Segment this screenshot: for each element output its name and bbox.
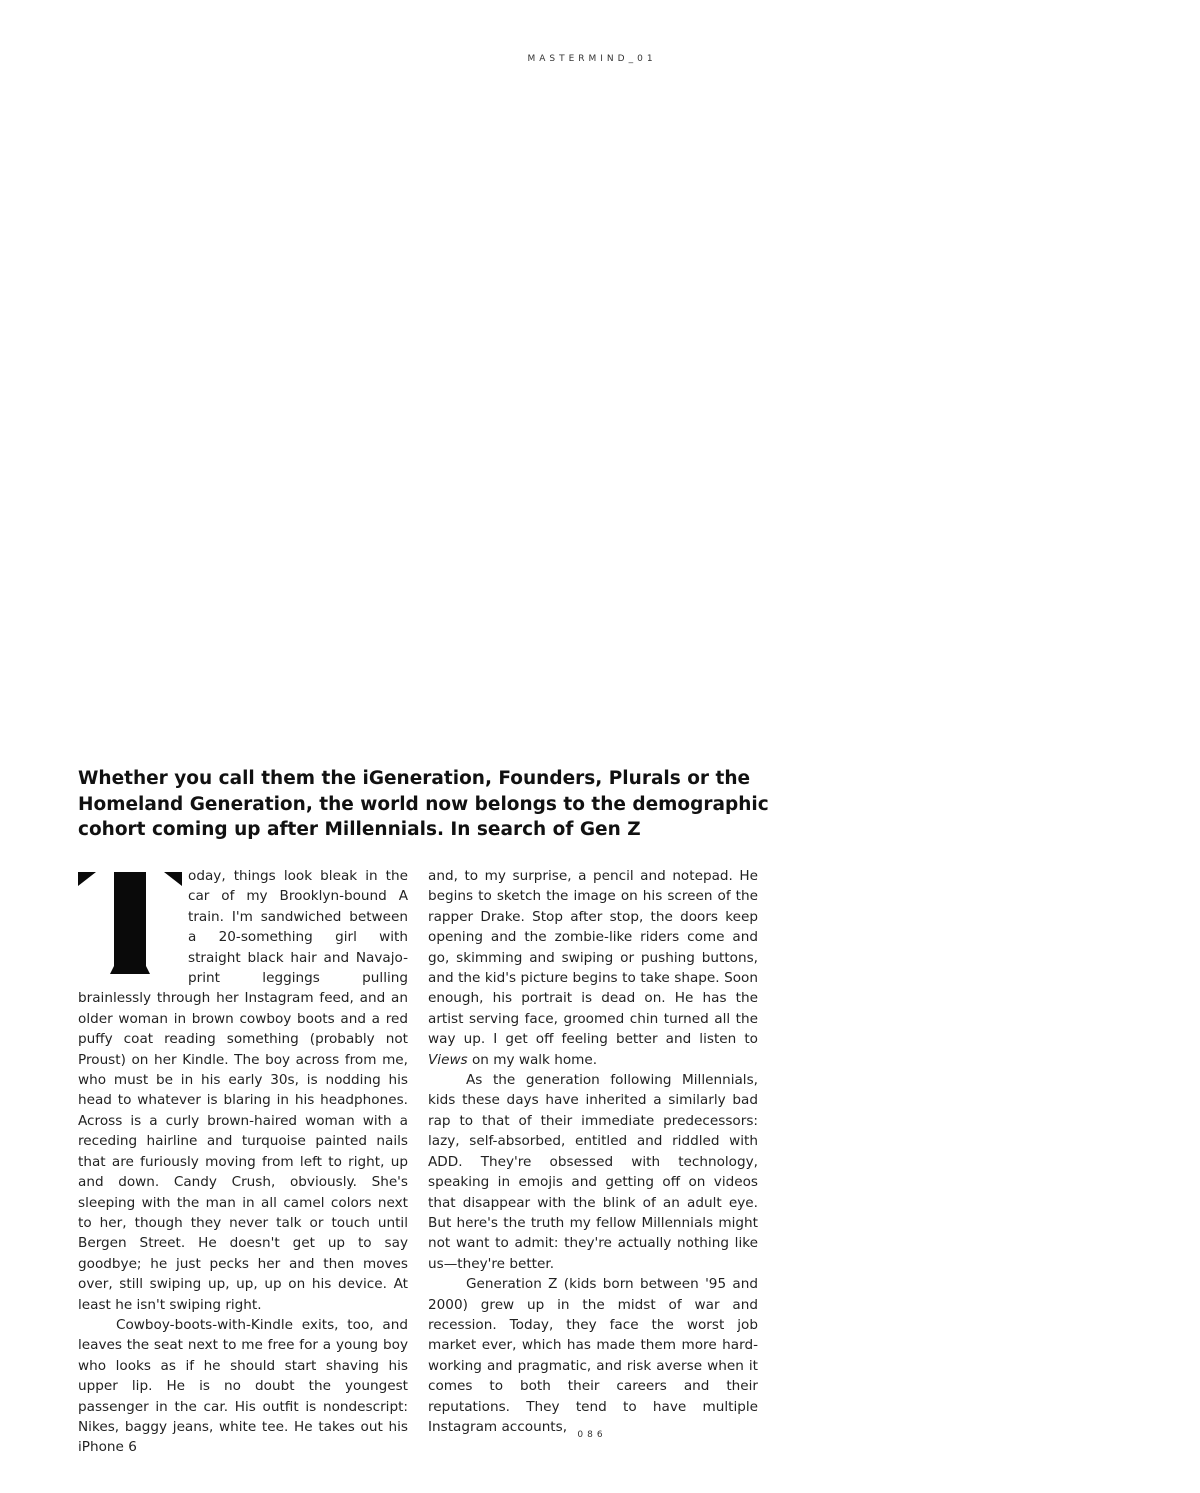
drop-cap-t-glyph bbox=[78, 872, 182, 974]
article-paragraph bbox=[428, 866, 758, 1070]
article-paragraph: Generation Z (kids born between '95 and 2000) grew up in the midst of war and recession. Today, they face the worst job market ever, which has made them more hard-working and pragmatic, and risk averse when it comes to both their careers and their reputations. They tend to have multiple Instagram accounts, bbox=[428, 1276, 758, 1435]
drop-cap-letter bbox=[78, 872, 182, 974]
article-column-left bbox=[78, 866, 408, 1458]
article-paragraph-text: oday, things look bleak in the car of my Brooklyn-bound A train. I'm sandwiched between a 20-something girl with straight black hair and Navajo-print leggings pulling brainlessly through her Instagram feed, and an older woman in brown cowboy boots and a red puffy coat reading something (probably not Proust) on her Kindle. The boy across from me, who must be in his early 30s, is nodding his head to whatever is blaring in his headphones. Across is a curly brown-haired woman with a receding hairline and turquoise painted nails that are furiously moving from left to right, up and down. Candy Crush, obviously. She's sleeping with the man in all camel colors next to her, though they never talk or touch until Bergen Street. He doesn't get up to say goodbye; he just pecks her and then moves over, still swiping up, up, up on his device. At least he isn't swiping right. bbox=[78, 868, 408, 1313]
album-title-views: Views bbox=[428, 1051, 468, 1068]
article-paragraph: Cowboy-boots-with-Kindle exits, too, and leaves the seat next to me free for a young boy who looks as if he should start shaving his upper lip. He is no doubt the youngest passenger in the car. His outfit is nondescript: Nikes, baggy jeans, white tee. He takes out his iPhone 6 bbox=[78, 1316, 408, 1456]
article-column-right bbox=[428, 866, 758, 1437]
page-number: 086 bbox=[577, 1430, 607, 1440]
article-deck: Whether you call them the iGeneration, Founders, Plurals or the Homeland Generation, the world now belongs to the demographic cohort coming up after Millennials. In search of Gen Z bbox=[78, 768, 769, 840]
running-header: MASTERMIND_01 bbox=[527, 54, 657, 64]
article-paragraph: As the generation following Millennials, kids these days have inherited a similarly bad rap to that of their immediate predecessors: lazy, self-absorbed, entitled and riddled with ADD. They're obsessed with technology, speaking in emojis and getting off on videos that disappear with the blink of an adult eye. But here's the truth my fellow Millennials might not want to admit: they're actually nothing like us—they're better. bbox=[428, 1072, 758, 1272]
article-paragraph-text: on my walk home. bbox=[467, 1051, 598, 1068]
article-paragraph-text: and, to my surprise, a pencil and notepad. He begins to sketch the image on his screen of the rapper Drake. Stop after stop, the doors keep opening and the zombie-like riders come and go, skimming and swiping or pushing buttons, and the kid's picture begins to take shape. Soon enough, his portrait is dead on. He has the artist serving face, groomed chin turned all the way up. I get off feeling better and listen to bbox=[428, 868, 758, 1048]
